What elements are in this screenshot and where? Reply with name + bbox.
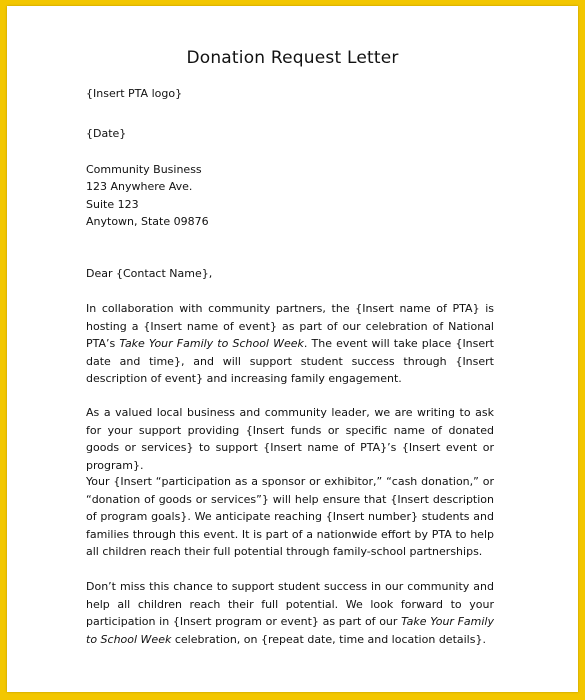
address-line-3: Suite 123 (86, 198, 139, 211)
paragraph-4-text-a: Don’t miss this chance to support student success in our community and help all children reach their full potential. We look forward to your participation in {Insert program or event} as part of our (86, 580, 494, 628)
logo-placeholder: {Insert PTA logo} (86, 87, 183, 100)
date-placeholder: {Date} (86, 127, 127, 140)
address-line-4: Anytown, State 09876 (86, 215, 209, 228)
paragraph-2: As a valued local business and community leader, we are writing to ask for your support providing {Insert funds or specific name of donated goods or services} to support {Insert name of PTA}’s {Insert event or program}. (86, 406, 494, 472)
letter-title: Donation Request Letter (186, 48, 399, 68)
paragraph-1 (86, 300, 494, 388)
address-line-2: 123 Anywhere Ave. (86, 180, 193, 193)
paragraph-4-event-name: Take Your Family to School Week (86, 615, 494, 646)
address-line-1: Community Business (86, 163, 202, 176)
salutation: Dear {Contact Name}, (86, 267, 213, 280)
letter-page (7, 6, 578, 692)
paragraph-4-text-b: celebration, on {repeat date, time and location details}. (171, 632, 486, 646)
paragraph-4 (86, 578, 494, 648)
paragraph-1-text-b: . The event will take place {Insert date and time}, and will support student success through {Insert description of event} and increasing family engagement. (86, 337, 494, 385)
paragraph-1-event-name: Take Your Family to School Week (119, 337, 304, 350)
paragraph-3: Your {Insert “participation as a sponsor or exhibitor,” “cash donation,” or “donation of goods or services”} will help ensure that {Insert description of program goals}. We anticipate reaching {Insert number} students and families through this event. It is part of a nationwide effort by PTA to help all children reach their full potential through family-school partnerships. (86, 475, 494, 558)
paragraph-1-text-a: In collaboration with community partners, the {Insert name of PTA} is hosting a {Insert name of event} as part of our celebration of National PTA’s (86, 302, 494, 350)
